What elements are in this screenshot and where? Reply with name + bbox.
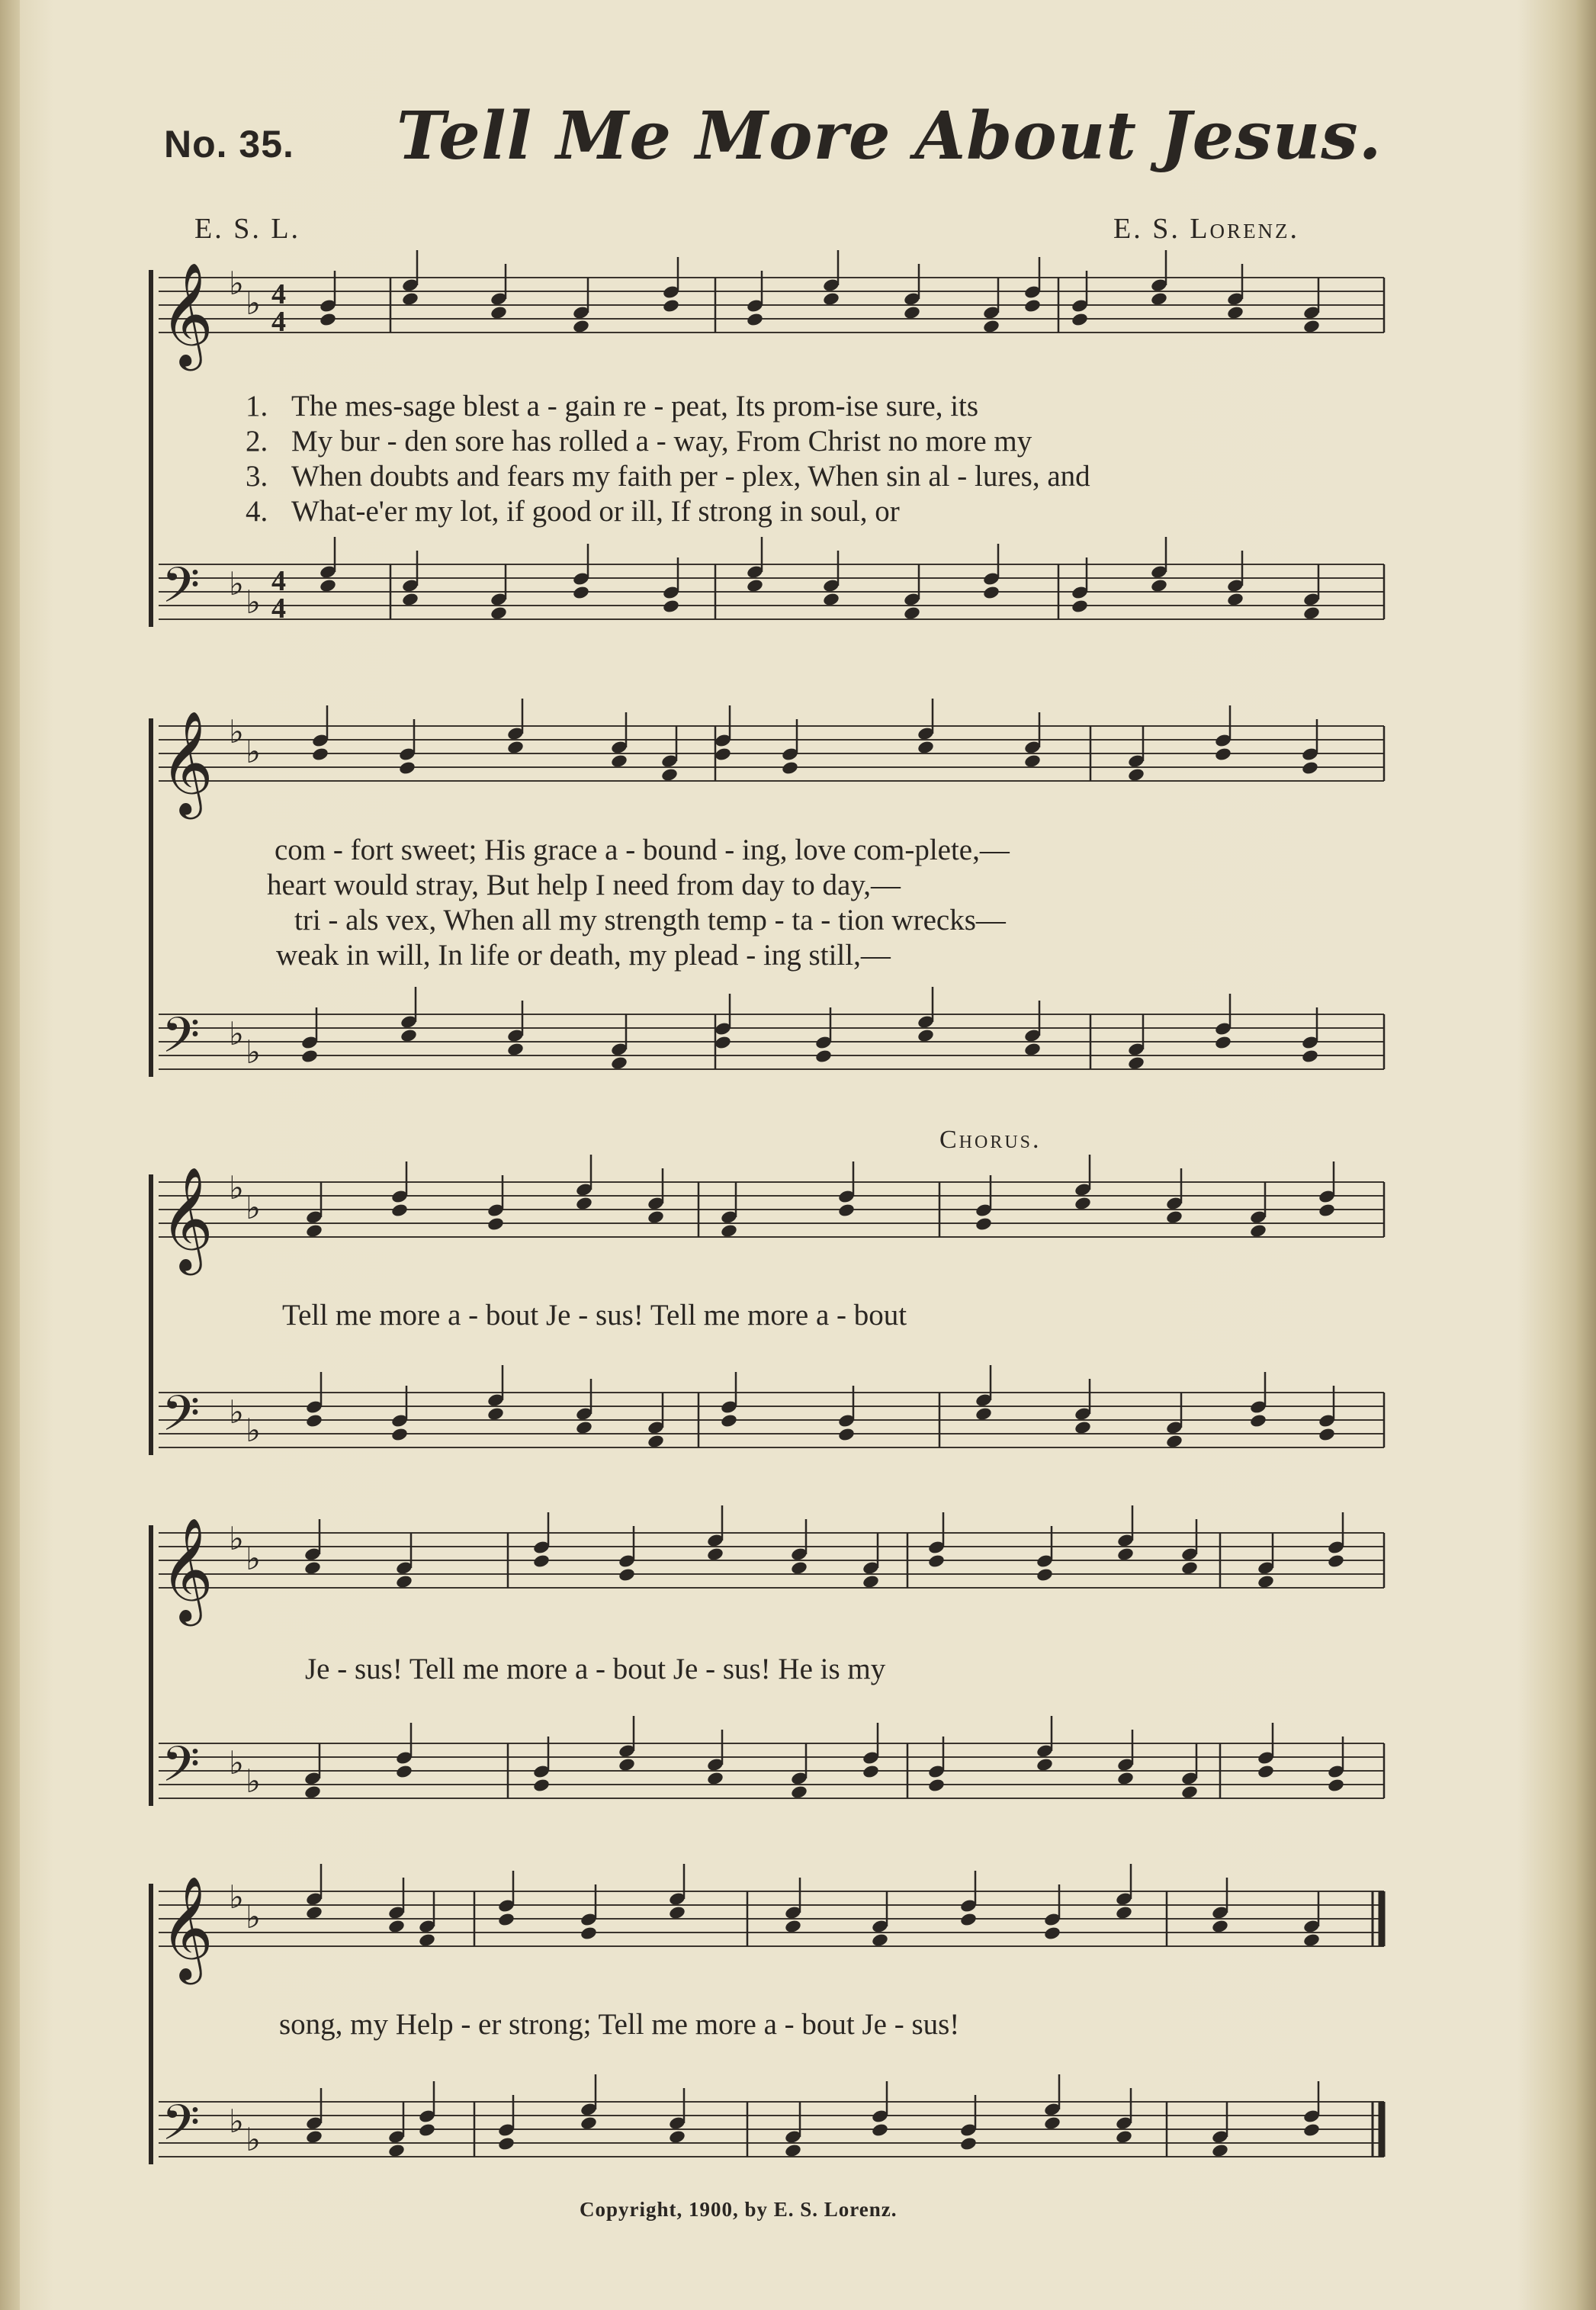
svg-text:♭: ♭ (229, 1878, 244, 1916)
treble-staff (159, 278, 1384, 333)
verse-1-number: 1. (246, 390, 268, 422)
svg-text:♭: ♭ (246, 1189, 261, 1226)
svg-text:♭: ♭ (229, 1169, 244, 1206)
composer-credit: E. S. Lorenz. (1113, 213, 1300, 245)
copyright-notice: Copyright, 1900, by E. S. Lorenz. (580, 2198, 898, 2221)
verse-3-line-1: When doubts and fears my faith per - plex, When sin al - lures, and (291, 460, 1090, 493)
svg-text:4: 4 (271, 593, 286, 625)
treble-clef: 𝄞 (160, 1875, 214, 1980)
svg-text:4: 4 (271, 278, 286, 310)
svg-text:♭: ♭ (246, 1762, 261, 1800)
bass-staff (159, 1393, 1384, 1447)
chorus-line-1-text: Tell me more a - bout Je - sus! Tell me more a - bout (282, 1299, 907, 1332)
final-barline (1373, 1891, 1382, 2157)
treble-staff (159, 726, 1384, 781)
verse-2-number: 2. (246, 425, 268, 458)
bass-clef: 𝄢 (162, 1007, 201, 1076)
verse-3-number: 3. (246, 460, 268, 493)
svg-text:♭: ♭ (246, 1412, 261, 1449)
bass-staff (159, 564, 1384, 619)
svg-text:♭: ♭ (229, 2103, 244, 2140)
svg-text:♭: ♭ (246, 284, 261, 322)
treble-staff (159, 1891, 1384, 1946)
svg-text:♭: ♭ (229, 265, 244, 302)
bass-staff (159, 1014, 1384, 1069)
verse-1-line-1: The mes-sage blest a - gain re - peat, Its prom-ise sure, its (291, 390, 979, 422)
treble-clef: 𝄞 (160, 1165, 214, 1271)
treble-staff (159, 1533, 1384, 1588)
bass-staff (159, 1743, 1384, 1798)
svg-text:♭: ♭ (229, 1520, 244, 1557)
svg-text:♭: ♭ (246, 2121, 261, 2158)
hymn-number: No. 35. (164, 123, 294, 165)
verse-4-line-2: weak in will, In life or death, my plead - ing still,— (276, 939, 891, 972)
bass-clef: 𝄢 (162, 557, 201, 626)
svg-text:♭: ♭ (229, 713, 244, 750)
treble-staff (159, 1182, 1384, 1237)
treble-clef: 𝄞 (160, 709, 214, 814)
svg-text:♭: ♭ (246, 583, 261, 621)
svg-text:♭: ♭ (229, 1744, 244, 1781)
svg-text:4: 4 (271, 565, 286, 597)
verse-4-line-1: What-e'er my lot, if good or ill, If strong in soul, or (291, 495, 900, 528)
treble-clef: 𝄞 (160, 1516, 214, 1621)
hymn-title: Tell Me More About Jesus. (397, 98, 1382, 175)
chorus-line-3-text: song, my Help - er strong; Tell me more a - bout Je - sus! (279, 2008, 960, 2041)
chorus-label: Chorus. (939, 1126, 1042, 1154)
lyricist-credit: E. S. L. (194, 213, 301, 245)
verse-3-line-2: tri - als vex, When all my strength temp - ta - tion wrecks— (294, 904, 1006, 937)
svg-text:♭: ♭ (229, 565, 244, 602)
bass-clef: 𝄢 (162, 1386, 201, 1454)
bass-clef: 𝄢 (162, 1737, 201, 1805)
svg-text:♭: ♭ (246, 733, 261, 770)
svg-text:♭: ♭ (246, 1898, 261, 1936)
verse-lines-1 (246, 389, 1351, 541)
treble-clef: 𝄞 (160, 261, 214, 366)
svg-text:♭: ♭ (246, 1540, 261, 1577)
bass-staff (159, 2102, 1384, 2157)
bass-clef: 𝄢 (162, 2095, 201, 2164)
svg-text:♭: ♭ (246, 1033, 261, 1071)
verse-2-line-2: heart would stray, But help I need from day to day,— (267, 869, 901, 901)
svg-text:4: 4 (271, 306, 286, 338)
chorus-line-2-text: Je - sus! Tell me more a - bout Je - sus! He is my (305, 1653, 886, 1685)
verse-1-line-2: com - fort sweet; His grace a - bound - ing, love com-plete,— (275, 834, 1010, 866)
svg-text:♭: ♭ (229, 1015, 244, 1052)
verse-lines-2 (267, 833, 1395, 985)
verse-4-number: 4. (246, 495, 268, 528)
svg-text:♭: ♭ (229, 1393, 244, 1431)
verse-2-line-1: My bur - den sore has rolled a - way, From Christ no more my (291, 425, 1032, 458)
